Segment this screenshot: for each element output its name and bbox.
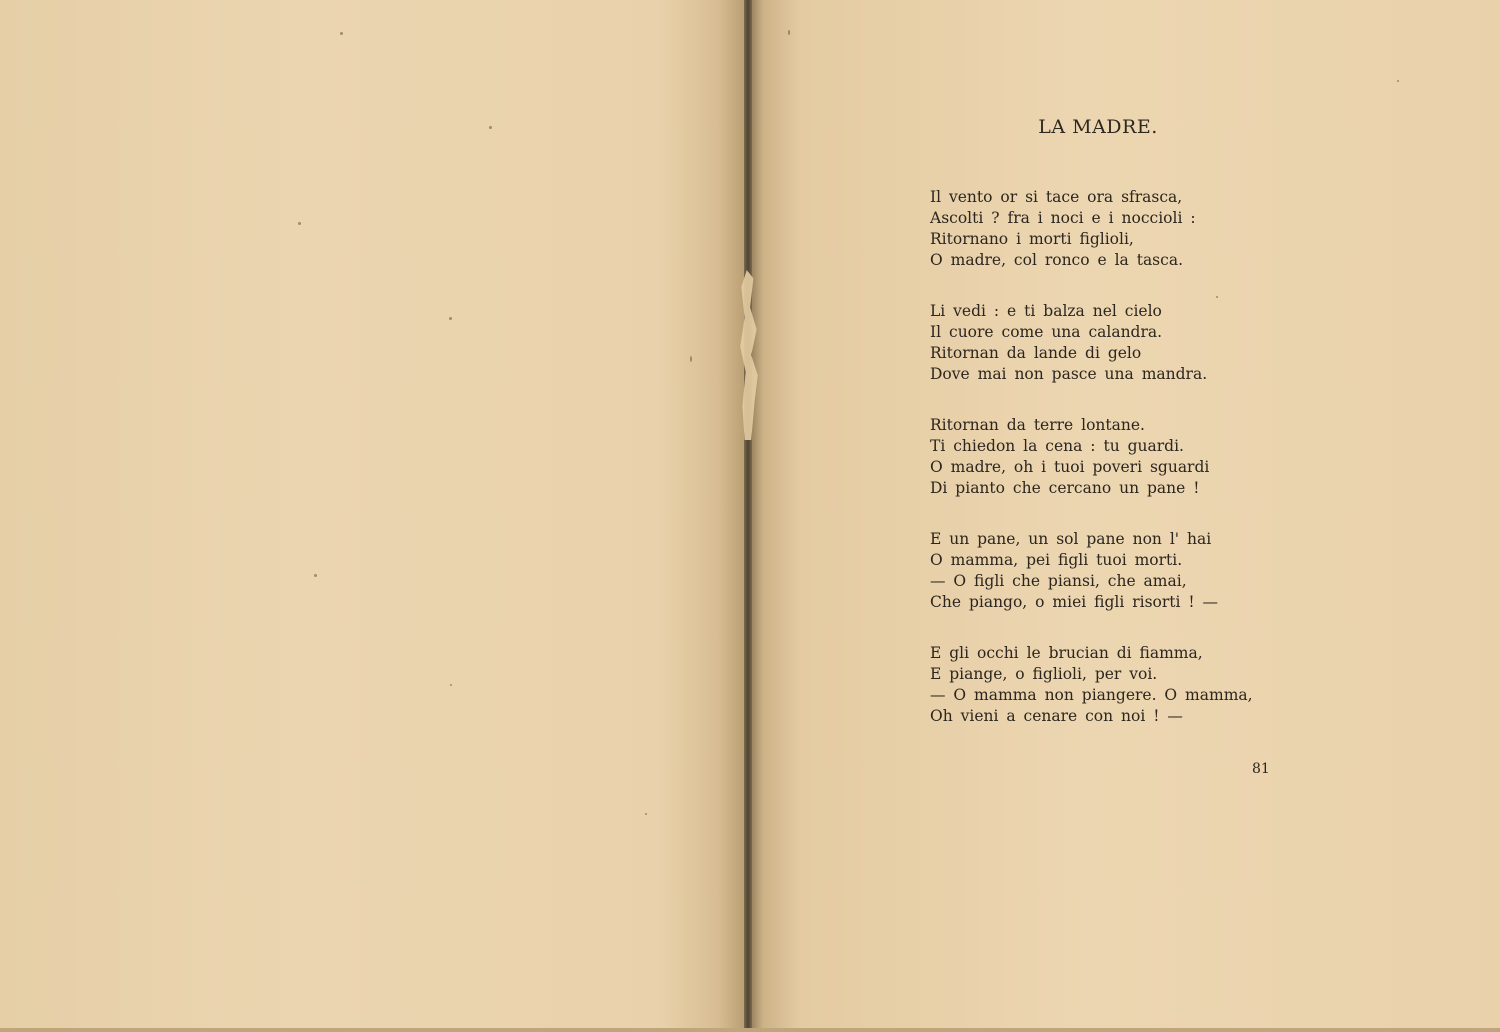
verse-line: Il cuore come una calandra. bbox=[930, 323, 1163, 341]
verse-line: Di pianto che cercano un pane ! bbox=[930, 479, 1200, 497]
page-number: 81 bbox=[1252, 761, 1270, 777]
paper-speck bbox=[314, 574, 317, 577]
verse-line: Che piango, o miei figli risorti ! — bbox=[930, 593, 1219, 611]
verse-line: Ti chiedon la cena : tu guardi. bbox=[930, 437, 1184, 455]
book-gutter bbox=[744, 0, 752, 1032]
stanza bbox=[930, 415, 1270, 499]
paper-speck bbox=[1397, 80, 1399, 82]
page-bottom-edge bbox=[0, 1028, 1500, 1032]
verse-line: — O figli che piansi, che amai, bbox=[930, 572, 1187, 590]
stanza bbox=[930, 187, 1270, 271]
verse-line: E piange, o figlioli, per voi. bbox=[930, 665, 1158, 683]
left-page-blank bbox=[0, 0, 748, 1032]
verse-line: O mamma, pei figli tuoi morti. bbox=[930, 551, 1183, 569]
verse-line: Ascolti ? fra i noci e i noccioli : bbox=[930, 209, 1196, 227]
poem-title: LA MADRE. bbox=[1038, 116, 1158, 138]
verse-line: O madre, col ronco e la tasca. bbox=[930, 251, 1183, 269]
paper-speck bbox=[645, 813, 647, 815]
paper-speck bbox=[449, 317, 452, 320]
verse-line: Li vedi : e ti balza nel cielo bbox=[930, 302, 1162, 320]
poem-body bbox=[930, 187, 1270, 757]
paper-speck bbox=[450, 684, 452, 686]
stanza bbox=[930, 301, 1270, 385]
verse-line: O madre, oh i tuoi poveri sguardi bbox=[930, 458, 1210, 476]
verse-line: Ritornan da terre lontane. bbox=[930, 416, 1145, 434]
paper-speck bbox=[489, 126, 492, 129]
paper-speck bbox=[788, 30, 790, 35]
verse-line: Ritornano i morti figlioli, bbox=[930, 230, 1134, 248]
verse-line: E un pane, un sol pane non l' hai bbox=[930, 530, 1212, 548]
verse-line: Il vento or si tace ora sfrasca, bbox=[930, 188, 1183, 206]
stanza bbox=[930, 529, 1270, 613]
verse-line: Dove mai non pasce una mandra. bbox=[930, 365, 1208, 383]
paper-speck bbox=[690, 356, 692, 362]
verse-line: E gli occhi le brucian di fiamma, bbox=[930, 644, 1203, 662]
paper-speck bbox=[298, 222, 301, 225]
verse-line: Oh vieni a cenare con noi ! — bbox=[930, 707, 1183, 725]
verse-line: Ritornan da lande di gelo bbox=[930, 344, 1142, 362]
stanza bbox=[930, 643, 1270, 727]
paper-speck bbox=[340, 32, 343, 35]
verse-line: — O mamma non piangere. O mamma, bbox=[930, 686, 1253, 704]
